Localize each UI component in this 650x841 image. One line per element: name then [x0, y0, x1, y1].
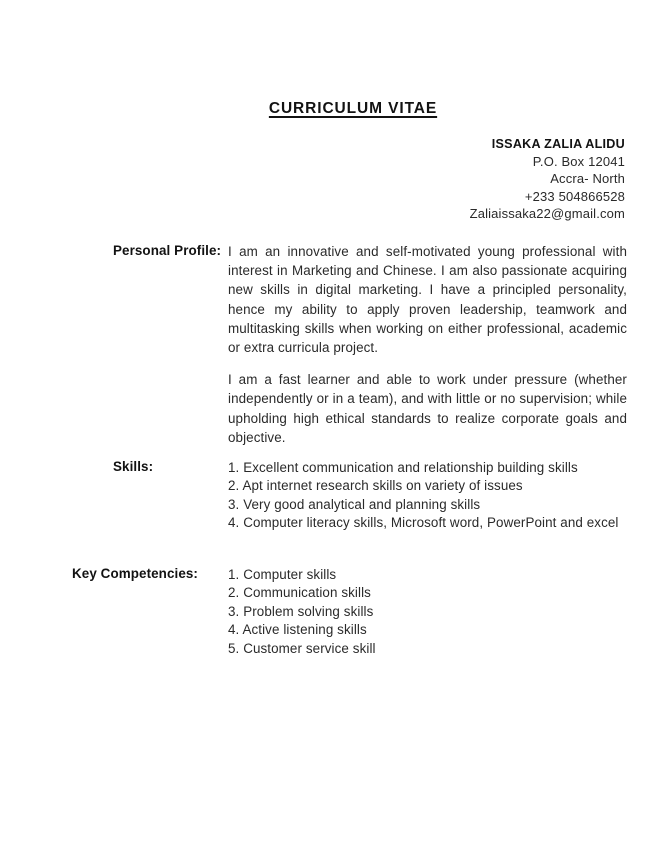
key-competencies-list-item: 3. Problem solving skills [228, 603, 374, 619]
key-competencies-list-item: 1. Computer skills [228, 567, 337, 582]
skills-list-item: 2. Apt internet research skills on variety of issues [228, 478, 523, 494]
contact-lines [470, 153, 625, 222]
skills-list [228, 459, 619, 533]
section-label-personal-profile: Personal Profile: [113, 243, 222, 258]
contact-line: +233 504866528 [524, 188, 625, 204]
document-title: CURRICULUM VITAE [268, 100, 438, 117]
personal-profile-paragraph: I am a fast learner and able to work under pressure (whether independently or in a team), and with little or no supervision; while upholding high ethical standards to realize corporate goals and objective. [228, 372, 627, 445]
contact-name: ISSAKA ZALIA ALIDU [491, 137, 625, 151]
section-label-skills: Skills: [113, 459, 154, 474]
contact-line: P.O. Box 12041 [532, 154, 625, 170]
personal-profile-text [228, 242, 627, 460]
key-competencies-list-item: 4. Active listening skills [228, 622, 367, 638]
key-competencies-list-item: 2. Communication skills [228, 585, 371, 601]
contact-line: Zaliaissaka22@gmail.com [469, 205, 625, 221]
contact-line: Accra- North [550, 171, 625, 187]
key-competencies-list-item: 5. Customer service skill [228, 640, 376, 656]
skills-list-item: 3. Very good analytical and planning skills [228, 496, 481, 512]
skills-list-item: 4. Computer literacy skills, Microsoft word, PowerPoint and excel [228, 515, 619, 531]
skills-list-item: 1. Excellent communication and relationship building skills [228, 460, 578, 475]
personal-profile-paragraph: I am an innovative and self-motivated young professional with interest in Marketing and Chinese. I am also passionate acquiring new skills in digital marketing. I have a principled personality, hence my ability to apply proven leadership, teamwork and multitasking skills when working on either professional, academic or extra curricula project. [228, 244, 627, 356]
contact-block [470, 136, 625, 222]
section-label-key-competencies: Key Competencies: [72, 566, 198, 581]
key-competencies-list [228, 566, 376, 658]
